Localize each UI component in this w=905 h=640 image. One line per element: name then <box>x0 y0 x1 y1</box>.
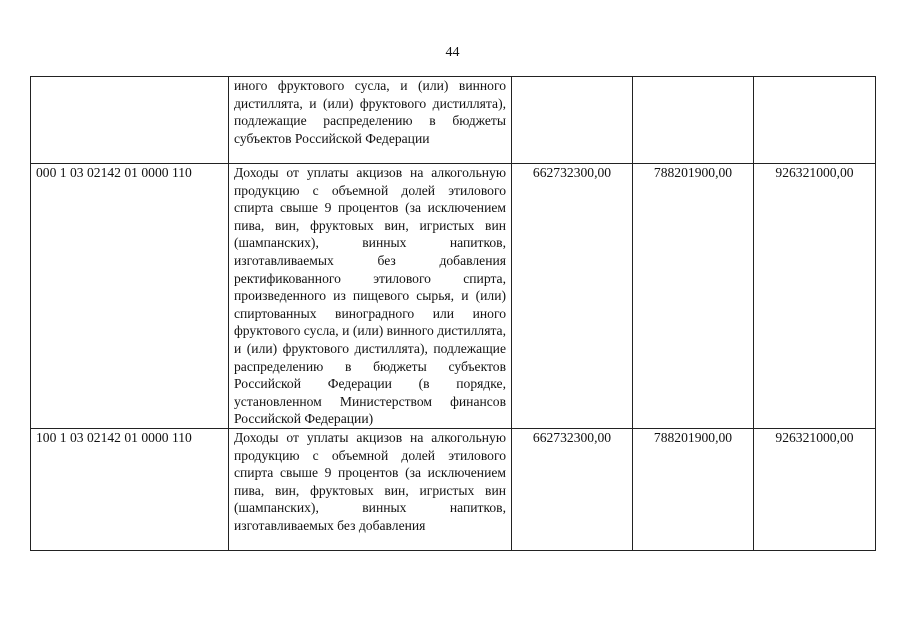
revenue-name-cell <box>229 428 512 550</box>
revenue-name-text: Доходы от уплаты акцизов на алкогольную продукцию с объемной долей этилового спирта свыше 9 процентов (за исключением пива, вин, фруктовых вин, игристых вин (шампанских), винных напитков, изготавливаемых без добавления <box>234 429 506 533</box>
table-row <box>31 428 876 550</box>
page-number: 44 <box>445 45 460 60</box>
budget-code-cell: 000 1 03 02142 01 0000 110 <box>31 164 229 429</box>
amount-year-1-cell: 662732300,00 <box>512 428 633 550</box>
amount-year-2-cell: 788201900,00 <box>633 164 754 429</box>
revenue-name-cell: Доходы от уплаты акцизов на алкогольную продукцию с объемной долей этилового спирта свыше 9 процентов (за исключением пива, вин, фруктовых вин, игристых вин (шампанских), винных напитков, изготавливаемых без добавления ректификованного этилового спирта, произведенного из пищевого сырья, и (или) спиртованных виноградного или иного фруктового сусла, и (или) винного дистиллята, и (или) фруктового дистиллята), подлежащие распределению в бюджеты субъектов Российской Федерации (в порядке, установленном Министерством финансов Российской Федерации) <box>229 164 512 429</box>
amount-year-3-cell: 926321000,00 <box>754 164 876 429</box>
table-row <box>31 77 876 164</box>
amount-year-1-cell: 662732300,00 <box>512 164 633 429</box>
amount-year-3-cell: 926321000,00 <box>754 428 876 550</box>
amount-year-2-cell: 788201900,00 <box>633 428 754 550</box>
table-row <box>31 164 876 429</box>
amount-year-1-cell <box>512 77 633 164</box>
amount-year-3-cell <box>754 77 876 164</box>
amount-year-2-cell <box>633 77 754 164</box>
revenue-table <box>30 76 876 551</box>
budget-code-cell <box>31 77 229 164</box>
revenue-name-cell: иного фруктового сусла, и (или) винного дистиллята, и (или) фруктового дистиллята), подлежащие распределению в бюджеты субъектов Российской Федерации <box>229 77 512 164</box>
budget-code-cell: 100 1 03 02142 01 0000 110 <box>31 428 229 550</box>
